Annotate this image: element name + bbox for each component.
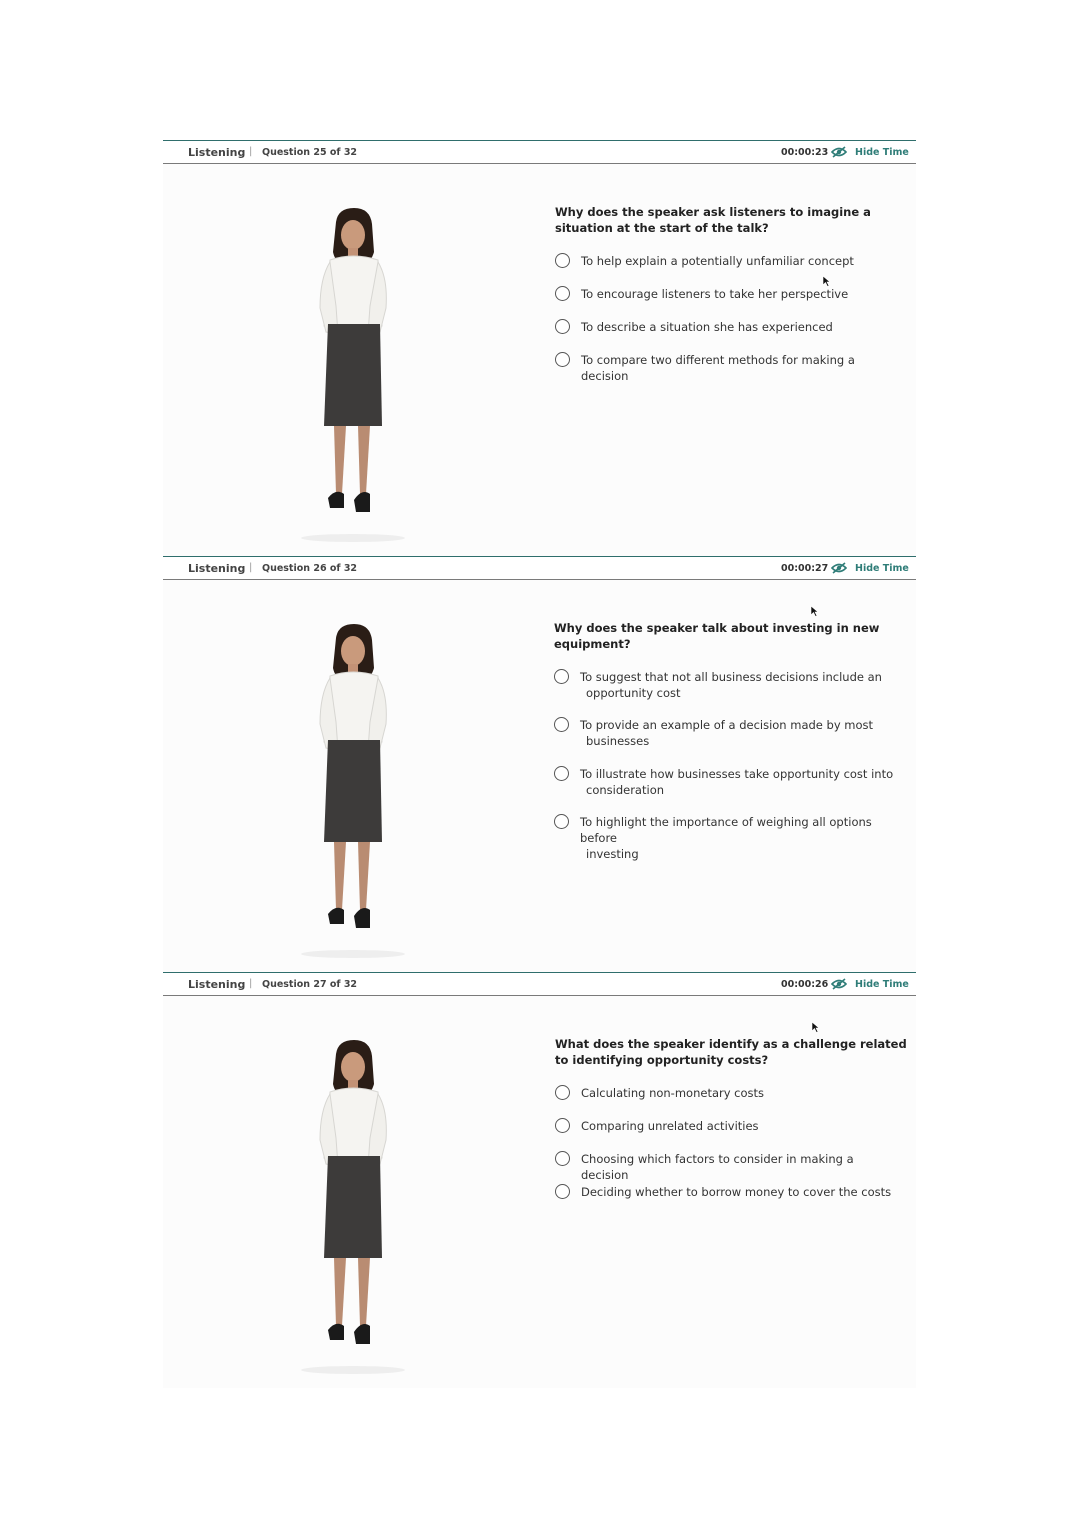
answer-label: To suggest that not all business decisions include an opportunity cost: [580, 670, 882, 700]
question-text: What does the speaker identify as a challenge related to identifying opportunity costs?: [555, 1037, 907, 1067]
eye-slash-icon[interactable]: [831, 146, 847, 158]
section-title: Listening: [188, 146, 246, 159]
radio-button-icon[interactable]: [554, 669, 569, 684]
speaker-image: [298, 624, 408, 959]
question-stage: [163, 580, 916, 972]
test-header: [163, 972, 916, 996]
mouse-pointer-icon: [810, 605, 819, 617]
header-divider: |: [249, 146, 253, 157]
question-stage: [163, 164, 916, 556]
answer-label: Calculating non-monetary costs: [581, 1086, 765, 1100]
eye-slash-icon[interactable]: [831, 978, 847, 990]
question-counter: Question 25 of 32: [262, 147, 358, 158]
question-counter: Question 26 of 32: [262, 563, 358, 574]
answer-label: Comparing unrelated activities: [581, 1119, 759, 1133]
timer: 00:00:27: [781, 563, 829, 574]
mouse-pointer-icon: [811, 1021, 820, 1033]
question-text: Why does the speaker ask listeners to imagine a situation at the start of the talk?: [555, 205, 871, 235]
question-panel-26: [163, 556, 916, 972]
hide-time-button[interactable]: Hide Time: [855, 979, 909, 990]
radio-button-icon[interactable]: [555, 1118, 570, 1133]
section-title: Listening: [188, 562, 246, 575]
answer-label: To illustrate how businesses take opportunity cost into consideration: [580, 767, 894, 797]
speaker-image: [298, 208, 408, 543]
question-text: Why does the speaker talk about investing in new equipment?: [554, 621, 880, 651]
hide-time-button[interactable]: Hide Time: [855, 563, 909, 574]
section-title: Listening: [188, 978, 246, 991]
radio-button-icon[interactable]: [554, 766, 569, 781]
header-divider: |: [249, 978, 253, 989]
test-header: [163, 140, 916, 164]
radio-button-icon[interactable]: [554, 814, 569, 829]
answer-label: To help explain a potentially unfamiliar concept: [581, 254, 854, 268]
timer: 00:00:26: [781, 979, 829, 990]
answer-label: To describe a situation she has experienced: [581, 320, 833, 334]
answer-label: Choosing which factors to consider in making a decision: [581, 1152, 854, 1182]
test-header: [163, 556, 916, 580]
answer-label: To provide an example of a decision made by most businesses: [580, 718, 874, 748]
question-stage: [163, 996, 916, 1388]
answer-label: Deciding whether to borrow money to cover the costs: [581, 1185, 892, 1199]
radio-button-icon[interactable]: [554, 717, 569, 732]
header-divider: |: [249, 562, 253, 573]
timer: 00:00:23: [781, 147, 829, 158]
mouse-pointer-icon: [822, 275, 831, 287]
hide-time-button[interactable]: Hide Time: [855, 147, 909, 158]
radio-button-icon[interactable]: [555, 1151, 570, 1166]
radio-button-icon[interactable]: [555, 1184, 570, 1199]
radio-button-icon[interactable]: [555, 1085, 570, 1100]
answer-label: To highlight the importance of weighing all options before investing: [580, 815, 872, 861]
speaker-image: [298, 1040, 408, 1375]
question-counter: Question 27 of 32: [262, 979, 358, 990]
radio-button-icon[interactable]: [555, 253, 570, 268]
answer-label: To compare two different methods for making a decision: [581, 353, 855, 383]
radio-button-icon[interactable]: [555, 286, 570, 301]
question-panel-27: [163, 972, 916, 1388]
radio-button-icon[interactable]: [555, 319, 570, 334]
eye-slash-icon[interactable]: [831, 562, 847, 574]
answer-label: To encourage listeners to take her perspective: [581, 287, 849, 301]
radio-button-icon[interactable]: [555, 352, 570, 367]
question-panel-25: [163, 140, 916, 556]
